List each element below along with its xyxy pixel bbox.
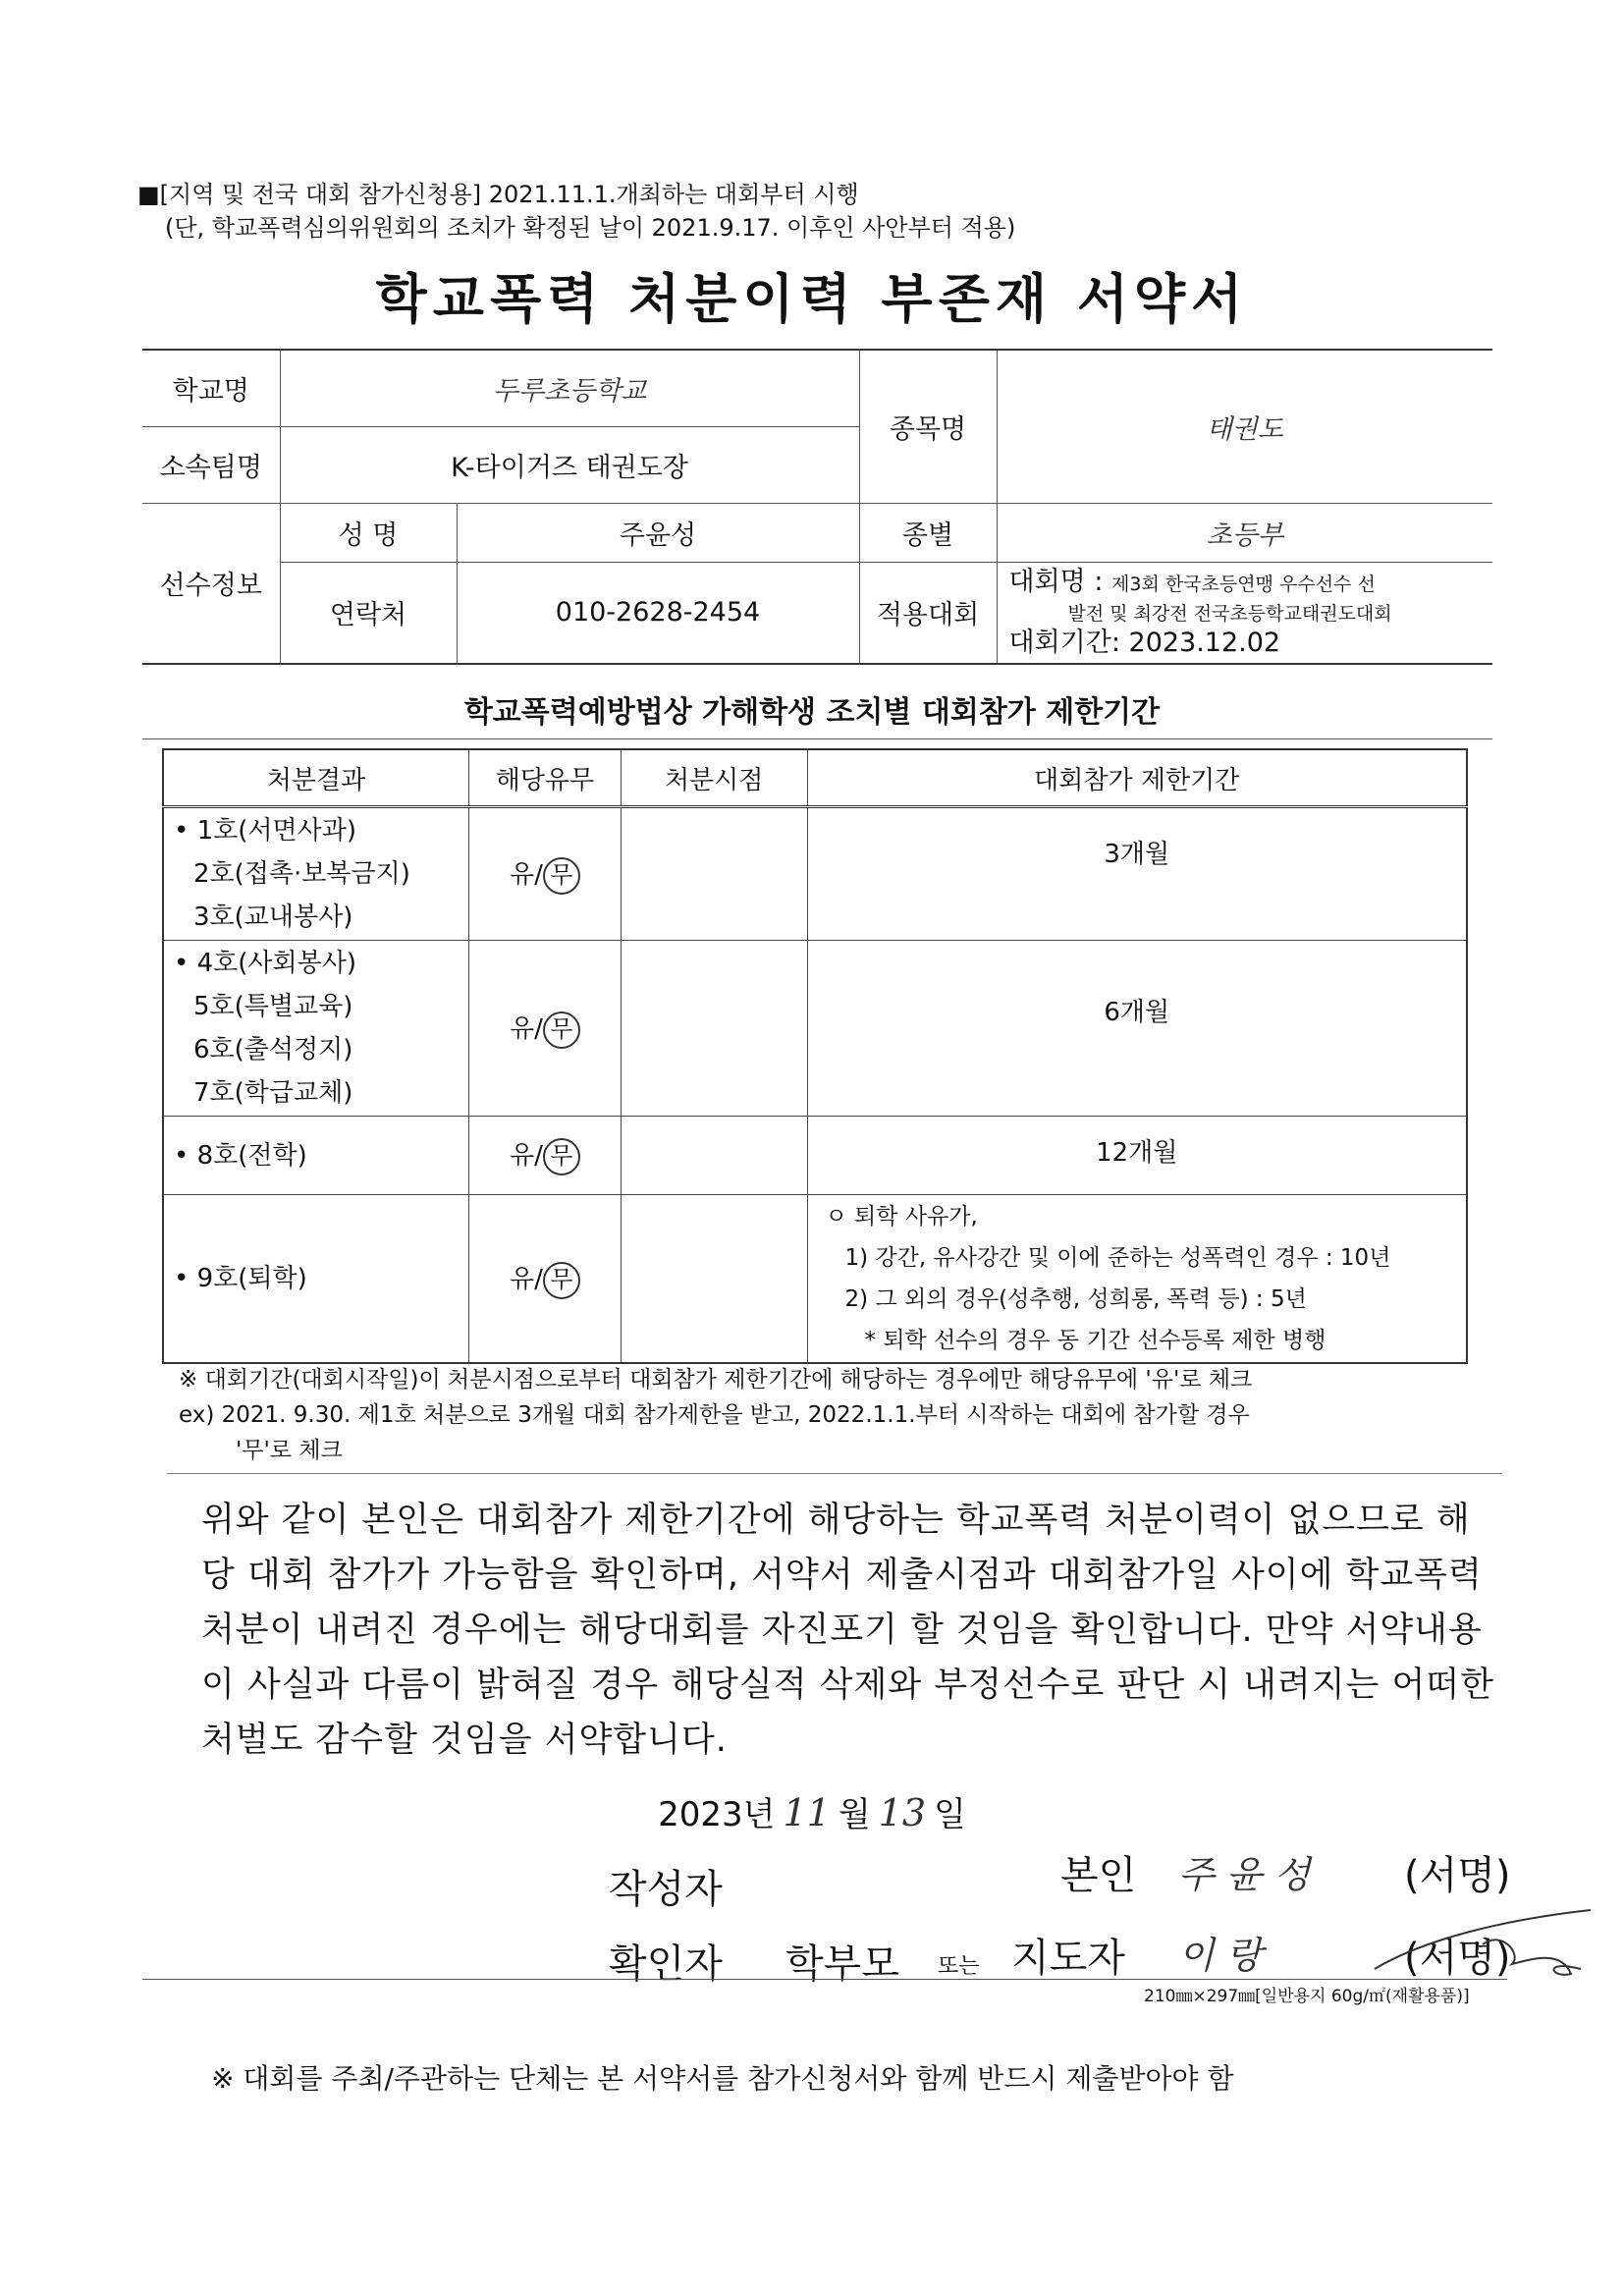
coach-handwritten-name: 이 랑 — [1178, 1934, 1263, 1977]
result-cell: • 9호(퇴학) — [163, 1195, 469, 1364]
header-note-line2: (단, 학교폭력심의위원회의 조치가 확정된 날이 2021.9.17. 이후인 사안부터 적용) — [165, 214, 1016, 242]
date-cell — [621, 941, 807, 1117]
col-header-result: 처분결과 — [163, 749, 469, 807]
label-team-name: 소속팀명 — [142, 426, 280, 503]
competition-name-line2: 발전 및 최강전 전국초등학교태권도대회 — [1067, 602, 1392, 625]
competition-date: 2023.12.02 — [1128, 627, 1281, 658]
competition-name-label: 대회명 : — [1008, 566, 1112, 597]
col-header-applicable: 해당유무 — [469, 749, 622, 807]
table-row — [163, 1195, 1467, 1364]
coach-signature-mark: (서명) — [1404, 1936, 1511, 1981]
handwritten-signature — [1365, 1900, 1600, 1989]
bottom-divider — [142, 1979, 1507, 1980]
competition-name-line1: 제3회 한국초등연맹 우수선수 선 — [1111, 573, 1376, 595]
self-handwritten-name: 주 윤 성 — [1178, 1853, 1311, 1896]
restriction-section-title: 학교폭력예방법상 가해학생 조치별 대회참가 제한기간 — [463, 695, 1161, 730]
applicable-cell: 유/ 무 — [469, 807, 622, 941]
period-cell: 12개월 — [807, 1117, 1467, 1195]
result-cell: • 1호(서면사과) 2호(접촉·보복금지) 3호(교내봉사) — [163, 807, 469, 941]
table-row — [163, 1117, 1467, 1195]
pledge-statement: 위와 같이 본인은 대회참가 제한기간에 해당하는 학교폭력 처분이력이 없으므로 해당 대회 참가가 가능함을 확인하며, 서약서 제출시점과 대회참가일 사이에 학교폭력 처분이 내려진 경우에는 해당대회를 자진포기 할 것임을 확인합니다. 만약 서약내용이 사실과 다름이 밝혀질 경우 해당실적 삭제와 부정선수로 판단 시 내려지는 어떠한 처벌도 감수할 것임을 서약합니다. — [201, 1501, 1494, 1760]
coach-label: 지도자 — [1011, 1936, 1125, 1981]
label-event: 종목명 — [859, 350, 997, 503]
competition-date-label: 대회기간: — [1008, 627, 1129, 658]
label-contact: 연락처 — [280, 562, 457, 664]
period-cell: 6개월 — [807, 941, 1467, 1117]
value-event: 태권도 — [997, 350, 1492, 503]
value-player-name: 주윤성 — [457, 503, 859, 562]
circled-mark: 무 — [543, 1011, 580, 1049]
note-example: ex) 2021. 9.30. 제1호 처분으로 3개월 대회 참가제한을 받고, 2022.1.1.부터 시작하는 대회에 참가할 경우 — [179, 1402, 1250, 1428]
circled-mark: 무 — [543, 857, 580, 895]
label-applied-competition: 적용대회 — [859, 562, 997, 664]
date-cell — [621, 1195, 807, 1364]
circled-mark: 무 — [543, 1262, 580, 1299]
applicable-cell: 유/ 무 — [469, 1195, 622, 1364]
document-title: 학교폭력 처분이력 부존재 서약서 — [375, 268, 1249, 330]
result-cell: • 4호(사회봉사) 5호(특별교육) 6호(출석정지) 7호(학급교체) — [163, 941, 469, 1117]
col-header-date: 처분시점 — [621, 749, 807, 807]
label-player-info: 선수정보 — [142, 503, 280, 664]
self-label: 본인 — [1060, 1853, 1137, 1898]
header-note-line1: ■[지역 및 전국 대회 참가신청용] 2021.11.1.개최하는 대회부터 시행 — [137, 181, 859, 208]
applicant-info-table — [142, 349, 1492, 665]
value-school-name: 두루초등학교 — [280, 350, 859, 426]
applied-competition-details — [997, 562, 1492, 664]
expulsion-details: ㅇ 퇴학 사유가, 1) 강간, 유사강간 및 이에 준하는 성폭력인 경우 : 10년 2) 그 외의 경우(성추행, 성희롱, 폭력 등) : 5년 * 퇴학 선수의 경우 동 기간 선수등록 제한 병행 — [807, 1195, 1467, 1364]
result-cell: • 8호(전학) — [163, 1117, 469, 1195]
period-cell: 3개월 — [807, 807, 1467, 941]
col-header-period: 대회참가 제한기간 — [807, 749, 1467, 807]
paper-spec: 210㎜×297㎜[일반용지 60g/㎡(재활용품)] — [1144, 1987, 1470, 2006]
date-cell — [621, 807, 807, 941]
author-label: 작성자 — [609, 1867, 723, 1912]
label-school-name: 학교명 — [142, 350, 280, 426]
signature-date: 2023년 11 월 13 일 — [658, 1791, 966, 1834]
circled-mark: 무 — [543, 1138, 580, 1175]
table-row — [163, 941, 1467, 1117]
applicable-cell: 유/ 무 — [469, 941, 622, 1117]
value-contact: 010-2628-2454 — [457, 562, 859, 664]
confirmer-label: 확인자 — [609, 1941, 723, 1987]
note-example-cont: '무'로 체크 — [236, 1438, 343, 1463]
notes-divider — [167, 1473, 1502, 1474]
value-division: 초등부 — [997, 503, 1492, 562]
date-cell — [621, 1117, 807, 1195]
label-player-name: 성 명 — [280, 503, 457, 562]
restriction-table — [162, 748, 1468, 1364]
value-team-name: K-타이거즈 태권도장 — [280, 426, 859, 503]
footer-note: ※ 대회를 주최/주관하는 단체는 본 서약서를 참가신청서와 함께 반드시 제출받아야 함 — [211, 2062, 1234, 2095]
parent-label: 학부모 — [785, 1941, 899, 1987]
note-checkbox: ※ 대회기간(대회시작일)이 처분시점으로부터 대회참가 제한기간에 해당하는 경우에만 해당유무에 '유'로 체크 — [179, 1367, 1253, 1393]
table-row — [163, 807, 1467, 941]
applicable-cell: 유/ 무 — [469, 1117, 622, 1195]
self-signature-mark: (서명) — [1404, 1853, 1511, 1898]
or-label: 또는 — [938, 1954, 980, 1979]
label-division: 종별 — [859, 503, 997, 562]
section-divider — [142, 738, 1492, 739]
